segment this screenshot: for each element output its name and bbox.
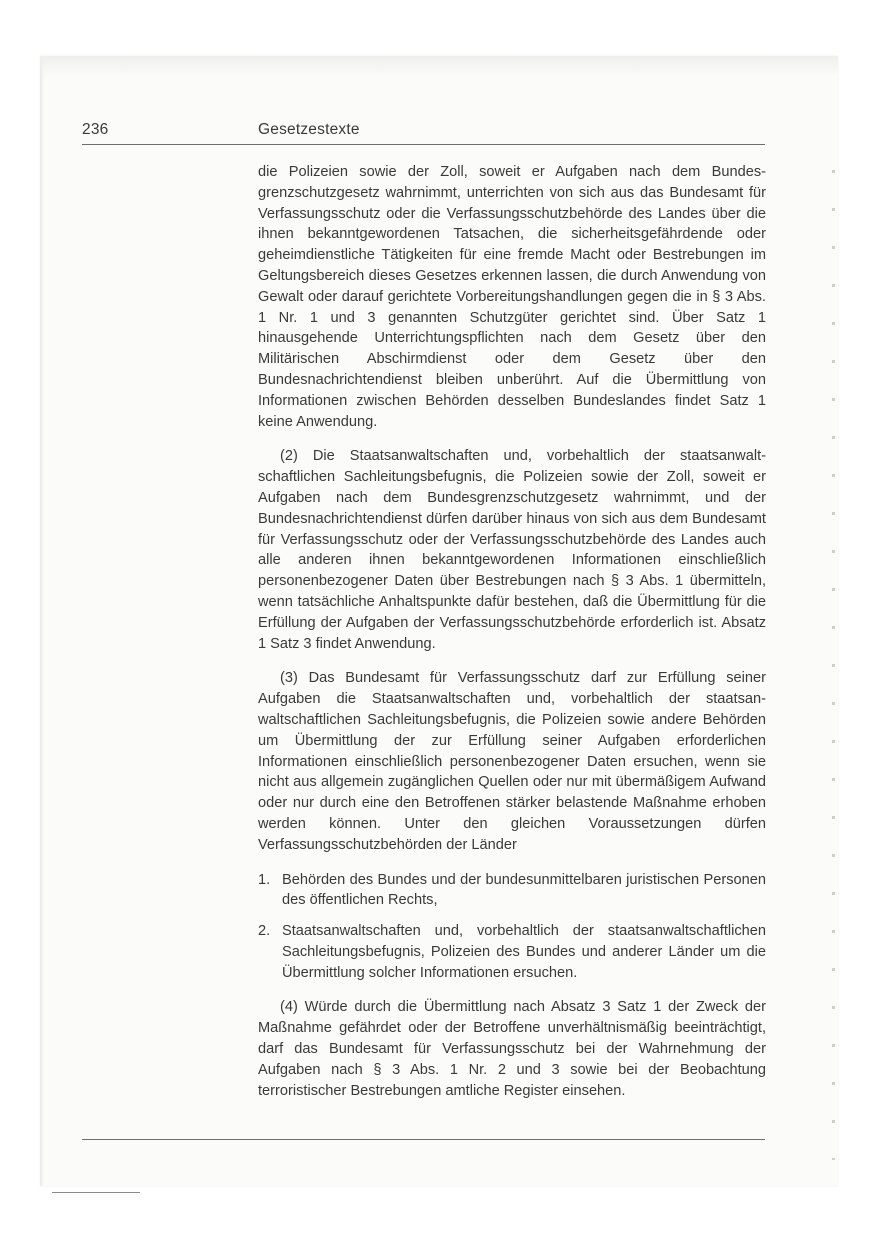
paragraph-1: die Polizeien sowie der Zoll, soweit er Aufgaben nach dem Bundesgrenzschutzgesetz wahrnimmt, unterrichten von sich aus das Bundesamt für Verfassungsschutz oder die Verfassungsschutzbehörde des Landes über die ihnen bekanntgewordenen Tatsachen, die sicherheitsgefährdende oder geheimdienstliche Tätigkeiten für eine fremde Macht oder Bestrebungen im Geltungsbereich dieses Gesetzes erkennen lassen, die durch Anwendung von Gewalt oder darauf gerichtete Vorbereitungshandlungen gegen die in § 3 Abs. 1 Nr. 1 und 3 genannten Schutzgüter gerichtet sind. Über Satz 1 hinausgehende Unterrichtungspflichten nach dem Gesetz über den Militärischen Abschirmdienst oder dem Gesetz über den Bundesnachrichtendienst bleiben unberührt. Auf die Übermittlung von Informationen zwischen Behörden desselben Bundeslandes findet Satz 1 keine Anwendung. [258, 164, 766, 430]
footer-rule [82, 1139, 765, 1140]
list-item-text: Staatsanwaltschaften und, vorbehaltlich der staatsanwaltschaftlichen Sachleitungsbefugnis, Polizeien des Bundes und anderer Länder um die Übermittlung solcher Informationen ersuchen. [282, 923, 766, 981]
stray-scan-mark [52, 1192, 140, 1193]
scan-edge-specks [832, 170, 835, 1160]
enumerated-list [258, 870, 766, 984]
page-number: 236 [82, 121, 109, 138]
list-item-number: 2. [258, 923, 271, 940]
body-text [258, 162, 766, 1115]
header-rule [82, 144, 765, 145]
list-item [258, 870, 766, 912]
paragraph-3: (3) Das Bundesamt für Verfassungsschutz darf zur Erfüllung seiner Aufgaben die Staatsanwaltschaften und, vorbehaltlich der staatsanwaltschaftlichen Sachleitungsbefugnis, die Polizeien sowie andere Behörden um Übermittlung der zur Erfüllung seiner Aufgaben erforderlichen Informationen einschließlich personenbezogener Daten ersuchen, wenn sie nicht aus allgemein zugänglichen Quellen oder nur mit übermäßigem Aufwand oder nur durch eine den Betroffenen stärker belastende Maßnahme erhoben werden können. Unter den gleichen Voraussetzungen dürfen Verfassungsschutzbehörden der Länder [258, 670, 766, 853]
paragraph-2: (2) Die Staatsanwaltschaften und, vorbehaltlich der staatsanwaltschaftlichen Sachleitungsbefugnis, die Polizeien sowie der Zoll, soweit er Aufgaben nach dem Bundesgrenzschutzgesetz wahrnimmt, und der Bundesnachrichtendienst dürfen darüber hinaus von sich aus dem Bundesamt für Verfassungsschutz oder der Verfassungsschutzbehörde des Landes auch alle anderen ihnen bekanntgewordenen Informationen einschließlich personenbezogener Daten über Bestrebungen nach § 3 Abs. 1 übermitteln, wenn tatsächliche Anhaltspunkte dafür bestehen, daß die Übermittlung für die Erfüllung der Aufgaben der Verfassungsschutzbehörde erforderlich ist. Absatz 1 Satz 3 findet Anwendung. [258, 448, 766, 652]
paragraph-4: (4) Würde durch die Übermittlung nach Absatz 3 Satz 1 der Zweck der Maßnahme gefährdet oder der Betroffene unverhältnismäßig beeinträchtigt, darf das Bundesamt für Verfassungsschutz bei der Wahrnehmung der Aufgaben nach § 3 Abs. 1 Nr. 2 und 3 sowie bei der Beobachtung terroristischer Bestrebungen amtliche Register einsehen. [258, 999, 766, 1099]
running-title: Gesetzestexte [258, 121, 360, 138]
list-item-text: Behörden des Bundes und der bundesunmittelbaren juristischen Personen des öffentlichen Rechts, [282, 871, 766, 909]
list-item [258, 921, 766, 983]
list-item-number: 1. [258, 871, 271, 888]
